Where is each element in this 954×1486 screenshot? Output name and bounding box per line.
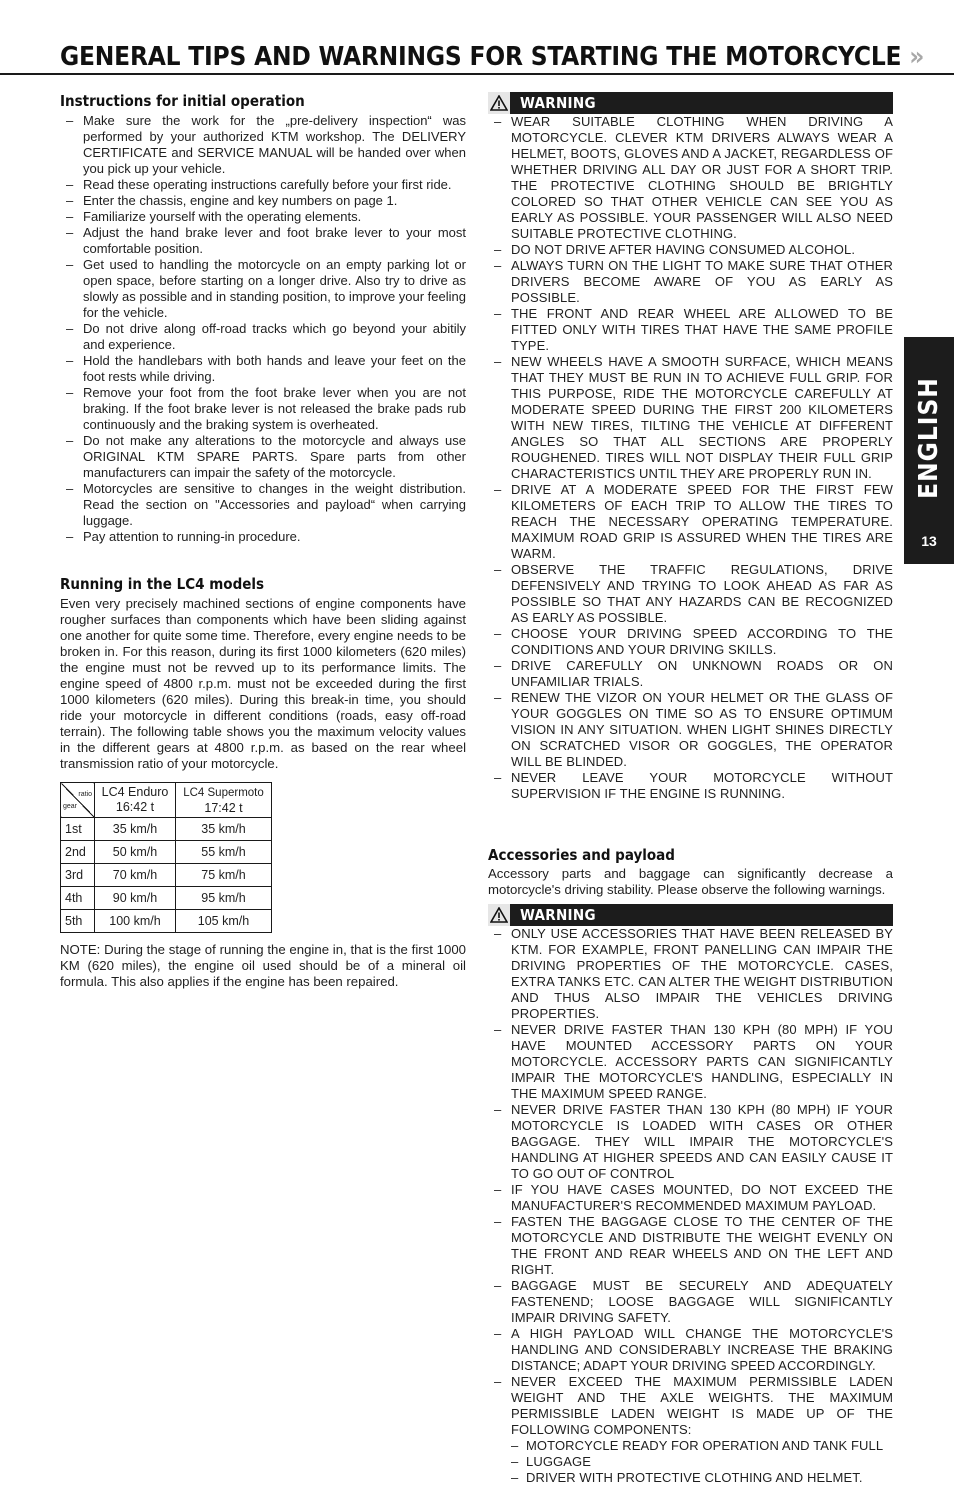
right-column xyxy=(488,92,893,1486)
list-item: – NEVER DRIVE FASTER THAN 130 KPH (80 MPH) IF YOUR MOTORCYCLE IS LOADED WITH CASES OR OTHER BAGGAGE. THEY WILL IMPAIR THE MOTORCYCLE'S HANDLING AT HIGHER SPEEDS AND CAN EASILY CAUSE IT TO GO OUT OF CONTROL xyxy=(488,1102,893,1182)
warning-triangle-icon xyxy=(488,92,510,114)
section-heading-running-in: Running in the LC4 models xyxy=(60,575,265,593)
list-item: – Make sure the work for the „pre-delivery inspection“ was performed by your authorized KTM workshop. The DELIVERY CERTIFICATE and SERVICE MANUAL will be handed over when you pick up your vehicle. xyxy=(60,113,466,177)
page-number: 13 xyxy=(921,533,937,549)
list-item: – NEVER LEAVE YOUR MOTORCYCLE WITHOUT SUPERVISION IF THE ENGINE IS RUNNING. xyxy=(488,770,893,802)
list-item: – Read these operating instructions carefully before your first ride. xyxy=(60,177,466,193)
list-item: – ONLY USE ACCESSORIES THAT HAVE BEEN RELEASED BY KTM. FOR EXAMPLE, FRONT PANELLING CAN IMPAIR THE DRIVING PROPERTIES OF THE MOTORCYCLE. CASES, EXTRA TANKS ETC. CAN ALTER THE WEIGHT DISTRIBUTION AND THUS ALSO IMPAIR THE VEHICLES DRIVING PROPERTIES. xyxy=(488,926,893,1022)
column-ratio: 16:42 t xyxy=(115,800,155,814)
chevron-double-right-icon: » xyxy=(909,42,925,72)
column-name: LC4 Supermoto xyxy=(183,786,264,799)
speed-cell: 75 km/h xyxy=(176,864,272,887)
table-row xyxy=(61,864,272,887)
speed-cell: 70 km/h xyxy=(95,864,176,887)
warning-label: WARNING xyxy=(520,906,596,924)
list-item: – A HIGH PAYLOAD WILL CHANGE THE MOTORCYCLE'S HANDLING AND CONSIDERABLY INCREASE THE BRAKING DISTANCE; ADAPT YOUR DRIVING SPEED ACCORDINGLY. xyxy=(488,1326,893,1374)
corner-ratio-label: ratio xyxy=(78,791,92,798)
speed-cell: 55 km/h xyxy=(176,841,272,864)
list-item: – Remove your foot from the foot brake lever when you are not braking. If the foot brake lever is not released the brake pads rub continuously and the braking system is overheated. xyxy=(60,385,466,433)
list-item: – WEAR SUITABLE CLOTHING WHEN DRIVING A MOTORCYCLE. CLEVER KTM DRIVERS ALWAYS WEAR A HELMET, BOOTS, GLOVES AND A JACKET, REGARDLESS OF WHETHER DRIVING ALL DAY OR JUST FOR A SHORT TRIP. THE PROTECTIVE CLOTHING SHOULD BE BRIGHTLY COLORED SO THAT OTHER VEHICLE CAN SEE YOU AS EARLY AS POSSIBLE. YOUR PASSENGER WILL ALSO NEED SUITABLE PROTECTIVE CLOTHING. xyxy=(488,114,893,242)
list-item: – DO NOT DRIVE AFTER HAVING CONSUMED ALCOHOL. xyxy=(488,242,893,258)
list-item: – BAGGAGE MUST BE SECURELY AND ADEQUATELY FASTENEND; LOOSE BAGGAGE WILL SIGNIFICANTLY IMPAIR DRIVING SAFETY. xyxy=(488,1278,893,1326)
list-item: – ALWAYS TURN ON THE LIGHT TO MAKE SURE THAT OTHER DRIVERS BECOME AWARE OF YOU AS EARLY AS POSSIBLE. xyxy=(488,258,893,306)
warning-label: WARNING xyxy=(520,94,596,112)
speed-cell: 105 km/h xyxy=(176,910,272,933)
column-name: LC4 Enduro xyxy=(101,785,169,799)
list-item: – Hold the handlebars with both hands and leave your feet on the foot rests while driving. xyxy=(60,353,466,385)
column-header-supermoto xyxy=(176,783,272,818)
gear-cell: 2nd xyxy=(61,841,95,864)
sub-list xyxy=(511,1438,893,1486)
list-item: – Get used to handling the motorcycle on an empty parking lot or open space, before starting on a longer drive. Also try to drive as slowly as possible and in standing position, to improve your feeling for the vehicle. xyxy=(60,257,466,321)
gear-cell: 1st xyxy=(61,818,95,841)
gear-cell: 3rd xyxy=(61,864,95,887)
column-ratio: 17:42 t xyxy=(204,800,243,815)
list-item: – Do not drive along off-road tracks which go beyond your abitily and experience. xyxy=(60,321,466,353)
warning-list-2 xyxy=(488,926,893,1486)
list-item: – FASTEN THE BAGGAGE CLOSE TO THE CENTER OF THE MOTORCYCLE AND DISTRIBUTE THE WEIGHT EVENLY ON THE FRONT AND REAR WHEELS AND ON THE LEFT AND RIGHT. xyxy=(488,1214,893,1278)
list-item: – NEW WHEELS HAVE A SMOOTH SURFACE, WHICH MEANS THAT THEY MUST BE RUN IN TO ACHIEVE FULL GRIP. FOR THIS PURPOSE, RIDE THE MOTORCYCLE CAREFULLY AT MODERATE SPEED DURING THE FIRST 200 KILOMETERS WITH NEW TIRES, TILTING THE VEHICLE AT DIFFERENT ANGLES SO THAT ALL SECTIONS ARE PROPERLY ROUGHENED. TIRES WILL NOT DISPLAY THEIR FULL GRIP CHARACTERISTICS UNTIL THEY ARE PROPERLY RUN IN. xyxy=(488,354,893,482)
warning-list-1 xyxy=(488,114,893,802)
list-item-text: NEVER EXCEED THE MAXIMUM PERMISSIBLE LADEN WEIGHT AND THE AXLE WEIGHTS. THE MAXIMUM PERMISSIBLE LADEN WEIGHT IS MADE UP OF THE FOLLOWING COMPONENTS: xyxy=(511,1374,893,1437)
language-label: ENGLISH xyxy=(914,377,944,499)
gear-cell: 4th xyxy=(61,887,95,910)
list-item: – Adjust the hand brake lever and foot brake lever to your most comfortable position. xyxy=(60,225,466,257)
speed-cell: 50 km/h xyxy=(95,841,176,864)
page-title-text: GENERAL TIPS AND WARNINGS FOR STARTING THE MOTORCYCLE xyxy=(60,42,902,72)
speed-cell: 35 km/h xyxy=(176,818,272,841)
list-item: – RENEW THE VIZOR ON YOUR HELMET OR THE GLASS OF YOUR GOGGLES ON TIME SO AS TO ENSURE OPTIMUM VISION IN ANY SITUATION. WHEN LIGHT SHINES DIRECTLY ON SCRATCHED VISOR OR GOGGLES, THE OPERATOR WILL BE BLINDED. xyxy=(488,690,893,770)
list-item: – IF YOU HAVE CASES MOUNTED, DO NOT EXCEED THE MANUFACTURER'S RECOMMENDED MAXIMUM PAYLOAD. xyxy=(488,1182,893,1214)
list-item: – Enter the chassis, engine and key numbers on page 1. xyxy=(60,193,466,209)
table-row xyxy=(61,818,272,841)
list-item: – NEVER DRIVE FASTER THAN 130 KPH (80 MPH) IF YOU HAVE MOUNTED ACCESSORY PARTS ON YOUR MOTORCYCLE. ACCESSORY PARTS CAN SIGNIFICANTLY IMPAIR THE MOTORCYCLE'S HANDLING, ESPECIALLY IN THE MAXIMUM SPEED RANGE. xyxy=(488,1022,893,1102)
warning-banner xyxy=(488,904,893,926)
page-title xyxy=(60,42,924,72)
speed-cell: 90 km/h xyxy=(95,887,176,910)
table-row xyxy=(61,910,272,933)
list-item: – DRIVE AT A MODERATE SPEED FOR THE FIRST FEW KILOMETERS OF EACH TRIP TO ALLOW THE TIRES TO REACH THE NECESSARY OPERATING TEMPERATURE. MAXIMUM ROAD GRIP IS ASSURED WHEN THE TIRES ARE WARM. xyxy=(488,482,893,562)
list-item: – Familiarize yourself with the operating elements. xyxy=(60,209,466,225)
sub-list-item: – DRIVER WITH PROTECTIVE CLOTHING AND HELMET. xyxy=(511,1470,893,1486)
warning-triangle-icon xyxy=(488,904,510,926)
list-item: – THE FRONT AND REAR WHEEL ARE ALLOWED TO BE FITTED ONLY WITH TIRES THAT HAVE THE SAME PROFILE TYPE. xyxy=(488,306,893,354)
section-heading-accessories: Accessories and payload xyxy=(488,846,675,864)
corner-gear-label: gear xyxy=(63,803,78,810)
left-column xyxy=(60,92,466,990)
speed-cell: 95 km/h xyxy=(176,887,272,910)
table-corner-cell xyxy=(61,783,95,818)
section-heading-initial-operation: Instructions for initial operation xyxy=(60,92,305,110)
list-item: – CHOOSE YOUR DRIVING SPEED ACCORDING TO THE CONDITIONS AND YOUR DRIVING SKILLS. xyxy=(488,626,893,658)
gear-speed-table xyxy=(60,782,272,933)
accessories-paragraph: Accessory parts and baggage can significantly decrease a motorcycle's driving stability. Please observe the following warnings. xyxy=(488,866,893,897)
list-item: – OBSERVE THE TRAFFIC REGULATIONS, DRIVE DEFENSIVELY AND TRYING TO LOOK AHEAD AS FAR AS POSSIBLE SO THAT ANY HAZARDS CAN BE RECOGNIZED AS EARLY AS POSSIBLE. xyxy=(488,562,893,626)
warning-banner xyxy=(488,92,893,114)
sub-list-item: – LUGGAGE xyxy=(511,1454,893,1470)
list-item: – Pay attention to running-in procedure. xyxy=(60,529,466,545)
gear-cell: 5th xyxy=(61,910,95,933)
table-row xyxy=(61,887,272,910)
language-tab xyxy=(904,337,954,564)
title-rule xyxy=(0,73,954,75)
sub-list-item: – MOTORCYCLE READY FOR OPERATION AND TANK FULL xyxy=(511,1438,893,1454)
running-in-paragraph: Even very precisely machined sections of engine components have rougher surfaces than components which have been sliding against one another for quite some time. Therefore, every engine needs to be broken in. For this reason, during its first 1000 kilometers (620 miles) the engine must not be revved up to its performance limits. The engine speed of 4800 r.p.m. must not be exceeded during the first 1000 kilometers (620 miles). During this break-in time, you should ride your motorcycle in different conditions (roads, easy off-road terrain). The following table shows you the maximum velocity values in the different gears at 4800 r.p.m. as based on the rear wheel transmission ratio of your motorcycle. xyxy=(60,596,466,771)
speed-cell: 35 km/h xyxy=(95,818,176,841)
table-header-row xyxy=(61,783,272,818)
initial-operation-list xyxy=(60,113,466,545)
list-item: – DRIVE CAREFULLY ON UNKNOWN ROADS OR ON UNFAMILIAR TRIALS. xyxy=(488,658,893,690)
speed-cell: 100 km/h xyxy=(95,910,176,933)
note-paragraph: NOTE: During the stage of running the engine in, that is the first 1000 KM (620 miles), the engine oil used should be of a mineral oil formula. This also applies if the engine has been repaired. xyxy=(60,942,466,989)
table-row xyxy=(61,841,272,864)
list-item: – Do not make any alterations to the motorcycle and always use ORIGINAL KTM SPARE PARTS. Spare parts from other manufacturers can impair the safety of the motorcycle. xyxy=(60,433,466,481)
list-item: – Motorcycles are sensitive to changes in the weight distribution. Read the section on "Accessories and payload“ when carrying luggage. xyxy=(60,481,466,529)
list-item xyxy=(488,1374,893,1486)
column-header-enduro xyxy=(95,783,176,818)
